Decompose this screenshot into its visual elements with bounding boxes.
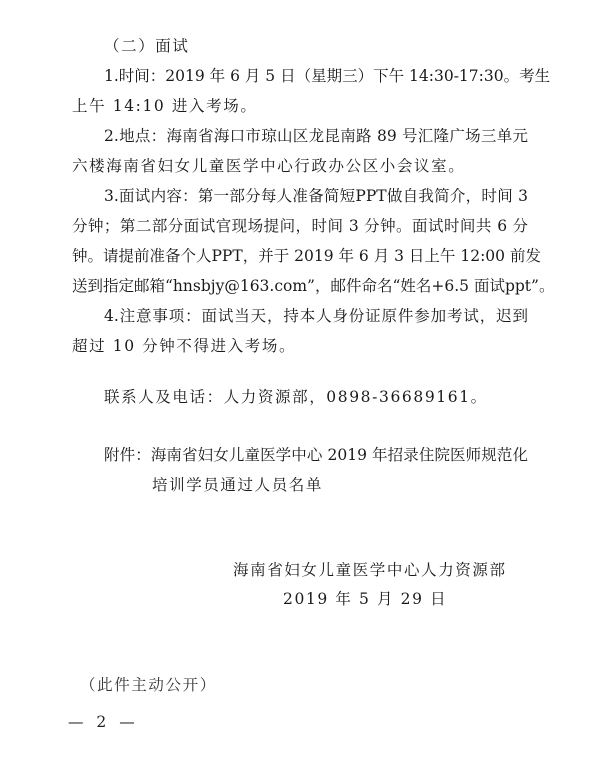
signature-date: 2019 年 5 月 29 日 <box>283 590 448 608</box>
item-3-line-3: 钟。请提前准备个人PPT，并于 2019 年 6 月 3 日上午 12:00 前发 <box>72 247 541 265</box>
item-2-line-2: 六楼海南省妇女儿童医学中心行政办公区小会议室。 <box>72 157 466 175</box>
item-1-line-2: 上午 14:10 进入考场。 <box>72 97 258 115</box>
contact-info: 联系人及电话：人力资源部，0898-36689161。 <box>104 388 488 406</box>
item-3-line-4: 送到指定邮箱“hnsbjy@163.com”，邮件命名“姓名+6.5 面试ppt”。 <box>72 277 555 295</box>
signature-org: 海南省妇女儿童医学中心人力资源部 <box>233 561 507 579</box>
section-heading: （二）面试 <box>104 37 190 55</box>
item-4-line-1: 4.注意事项：面试当天，持本人身份证原件参加考试，迟到 <box>104 307 528 325</box>
item-3-line-1: 3.面试内容：第一部分每人准备简短PPT做自我简介，时间 3 <box>104 187 528 205</box>
item-4-line-2: 超过 10 分钟不得进入考场。 <box>72 337 297 355</box>
item-3-line-2: 分钟；第二部分面试官现场提问，时间 3 分钟。面试时间共 6 分 <box>72 217 528 235</box>
item-1-line-1: 1.时间：2019 年 6 月 5 日（星期三）下午 14:30-17:30。考生 <box>104 67 551 85</box>
page-number: — 2 — <box>68 713 139 731</box>
attachment-line-1: 附件：海南省妇女儿童医学中心 2019 年招录住院医师规范化 <box>104 446 528 464</box>
attachment-line-2: 培训学员通过人员名单 <box>152 476 324 494</box>
item-2-line-1: 2.地点：海南省海口市琼山区龙昆南路 89 号汇隆广场三单元 <box>104 127 528 145</box>
disclosure-note: （此件主动公开） <box>80 676 217 694</box>
